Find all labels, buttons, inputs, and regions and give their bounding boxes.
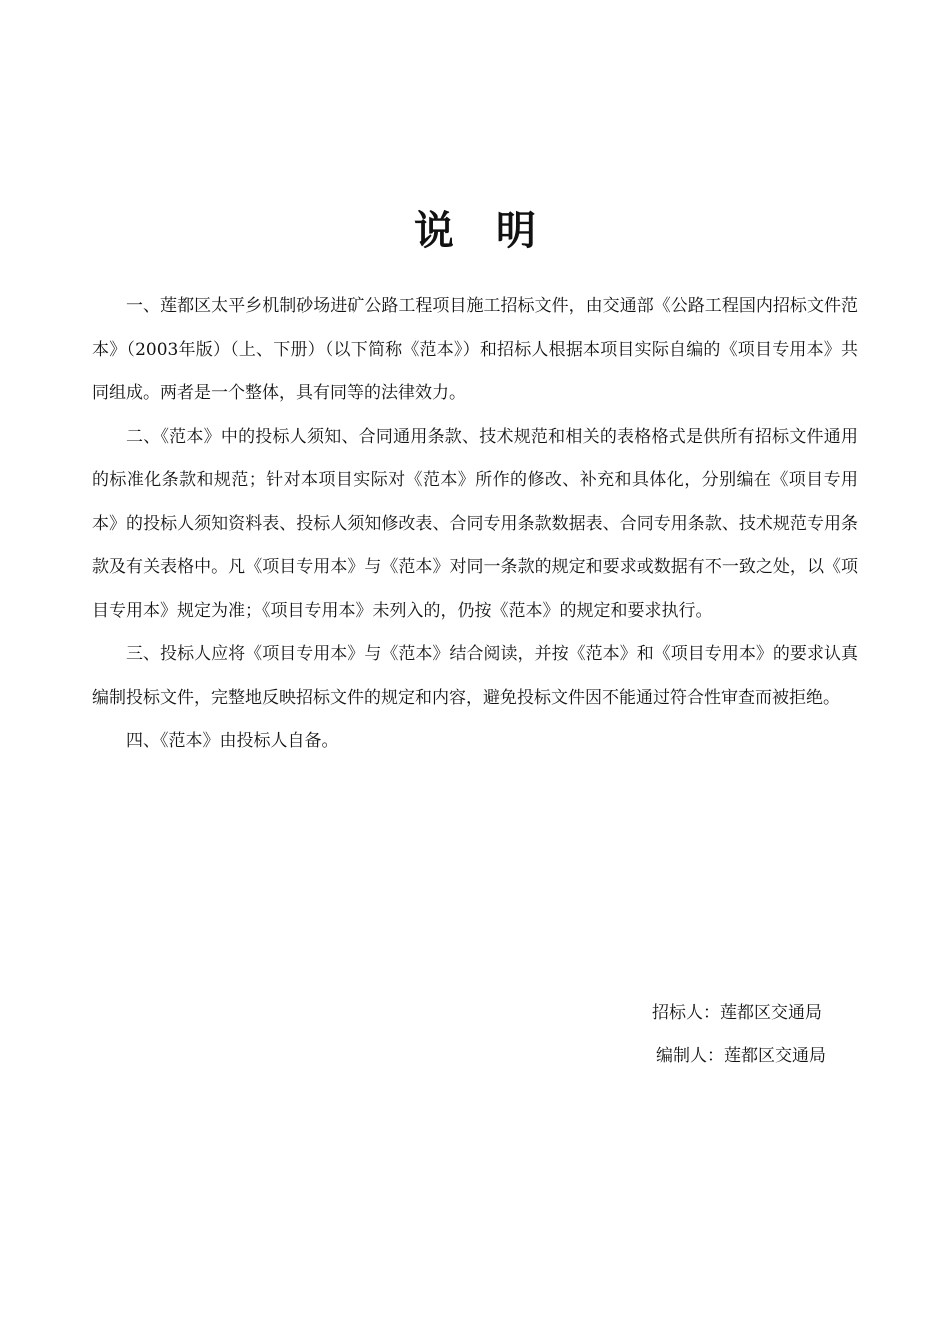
document-body: [92, 285, 858, 764]
tenderer-line: 招标人：莲都区交通局: [652, 1003, 822, 1023]
paragraph-3: 三、投标人应将《项目专用本》与《范本》结合阅读，并按《范本》和《项目专用本》的要求认真编制投标文件，完整地反映招标文件的规定和内容，避免投标文件因不能通过符合性审查而被拒绝。: [92, 644, 858, 708]
paragraph-1: 一、莲都区太平乡机制砂场进矿公路工程项目施工招标文件，由交通部《公路工程国内招标文件范本》（2003年版）（上、下册）（以下简称《范本》）和招标人根据本项目实际自编的《项目专用本》共同组成。两者是一个整体，具有同等的法律效力。: [92, 296, 858, 403]
signature-block: [620, 992, 850, 1078]
paragraph-4: 四、《范本》由投标人自备。: [126, 731, 339, 751]
document-title: 说明: [414, 207, 578, 254]
compiler-line: 编制人：莲都区交通局: [656, 1046, 826, 1066]
paragraph-2: 二、《范本》中的投标人须知、合同通用条款、技术规范和相关的表格格式是供所有招标文件通用的标准化条款和规范；针对本项目实际对《范本》所作的修改、补充和具体化，分别编在《项目专用本》的投标人须知资料表、投标人须知修改表、合同专用条款数据表、合同专用条款、技术规范专用条款及有关表格中。凡《项目专用本》与《范本》对同一条款的规定和要求或数据有不一致之处，以《项目专用本》规定为准；《项目专用本》未列入的，仍按《范本》的规定和要求执行。: [92, 426, 858, 621]
